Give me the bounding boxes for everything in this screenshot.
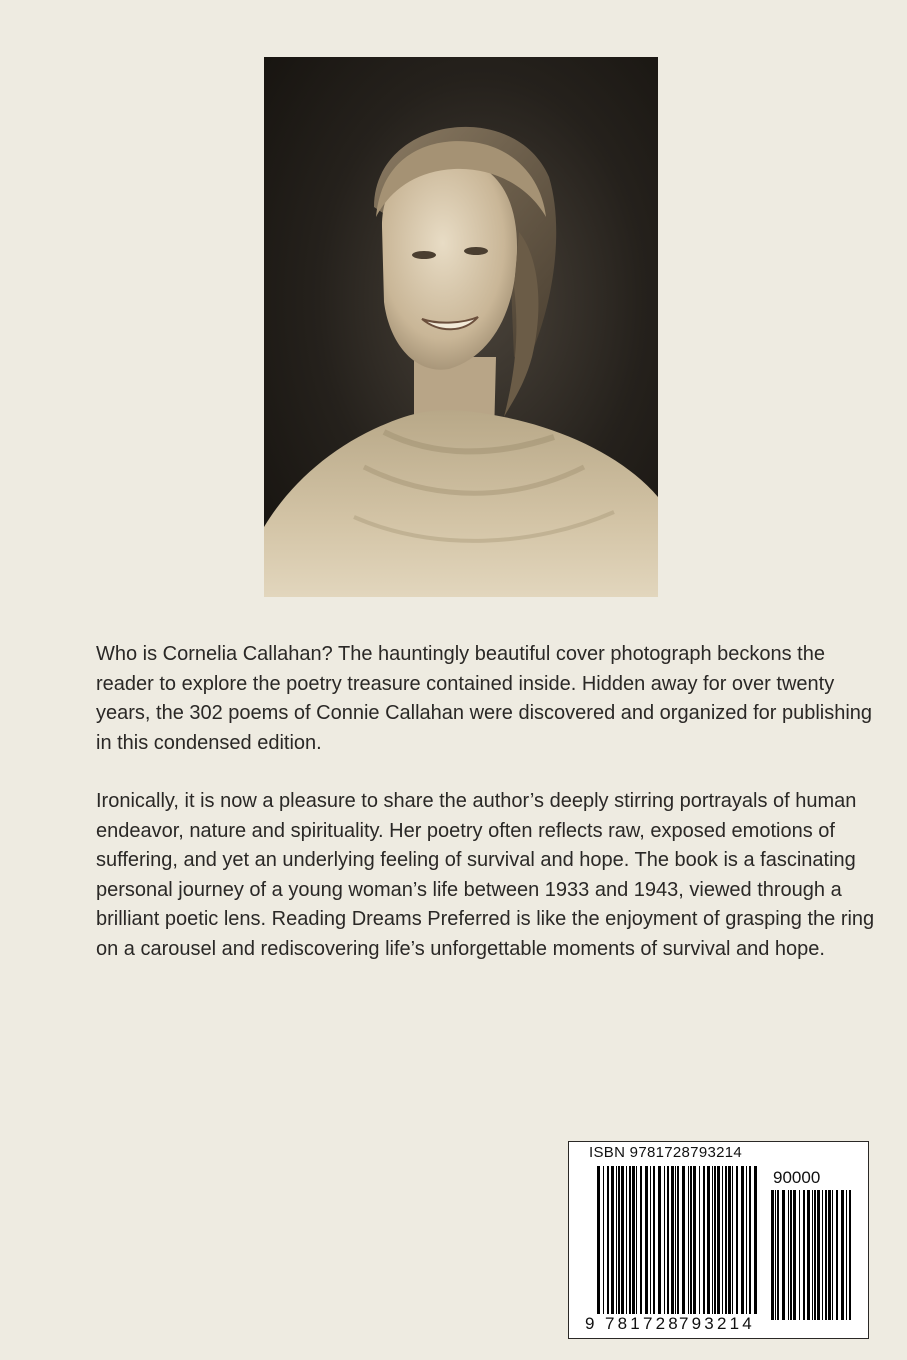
ean-digits: [569, 1314, 870, 1336]
ean-first-digit: 9: [585, 1314, 595, 1333]
blurb-paragraph-1: Who is Cornelia Callahan? The hauntingly beautiful cover photograph beckons the reader to explore the poetry treasure contained inside. Hidden away for over twenty years, the 302 poems of Connie Callahan were discovered and organized for publishing in this condensed edition.: [96, 643, 873, 754]
isbn-label: ISBN 9781728793214: [589, 1144, 743, 1161]
blurb-paragraph-2: Ironically, it is now a pleasure to share the author’s deeply stirring portrayals of human endeavor, nature and spirituality. Her poetry often reflects raw, exposed emotions of suffering, and yet an underlying feeling of survival and hope. The book is a fascinating personal journey of a young woman’s life between 1933 and 1943, viewed through a brilliant poetic lens. Reading Dreams Preferred is like the enjoyment of grasping the ring on a carousel and rediscovering life’s unforgettable moments of survival and hope.: [96, 790, 875, 960]
portrait-image: [264, 57, 658, 597]
price-code: 90000: [773, 1168, 821, 1187]
barcode-bars: [569, 1142, 870, 1340]
author-portrait-photo: [264, 57, 658, 597]
isbn-barcode: [568, 1141, 869, 1339]
back-cover-blurb: [96, 640, 886, 993]
ean-left-group: 781728: [605, 1314, 681, 1333]
ean-right-group: 793214: [679, 1314, 755, 1333]
